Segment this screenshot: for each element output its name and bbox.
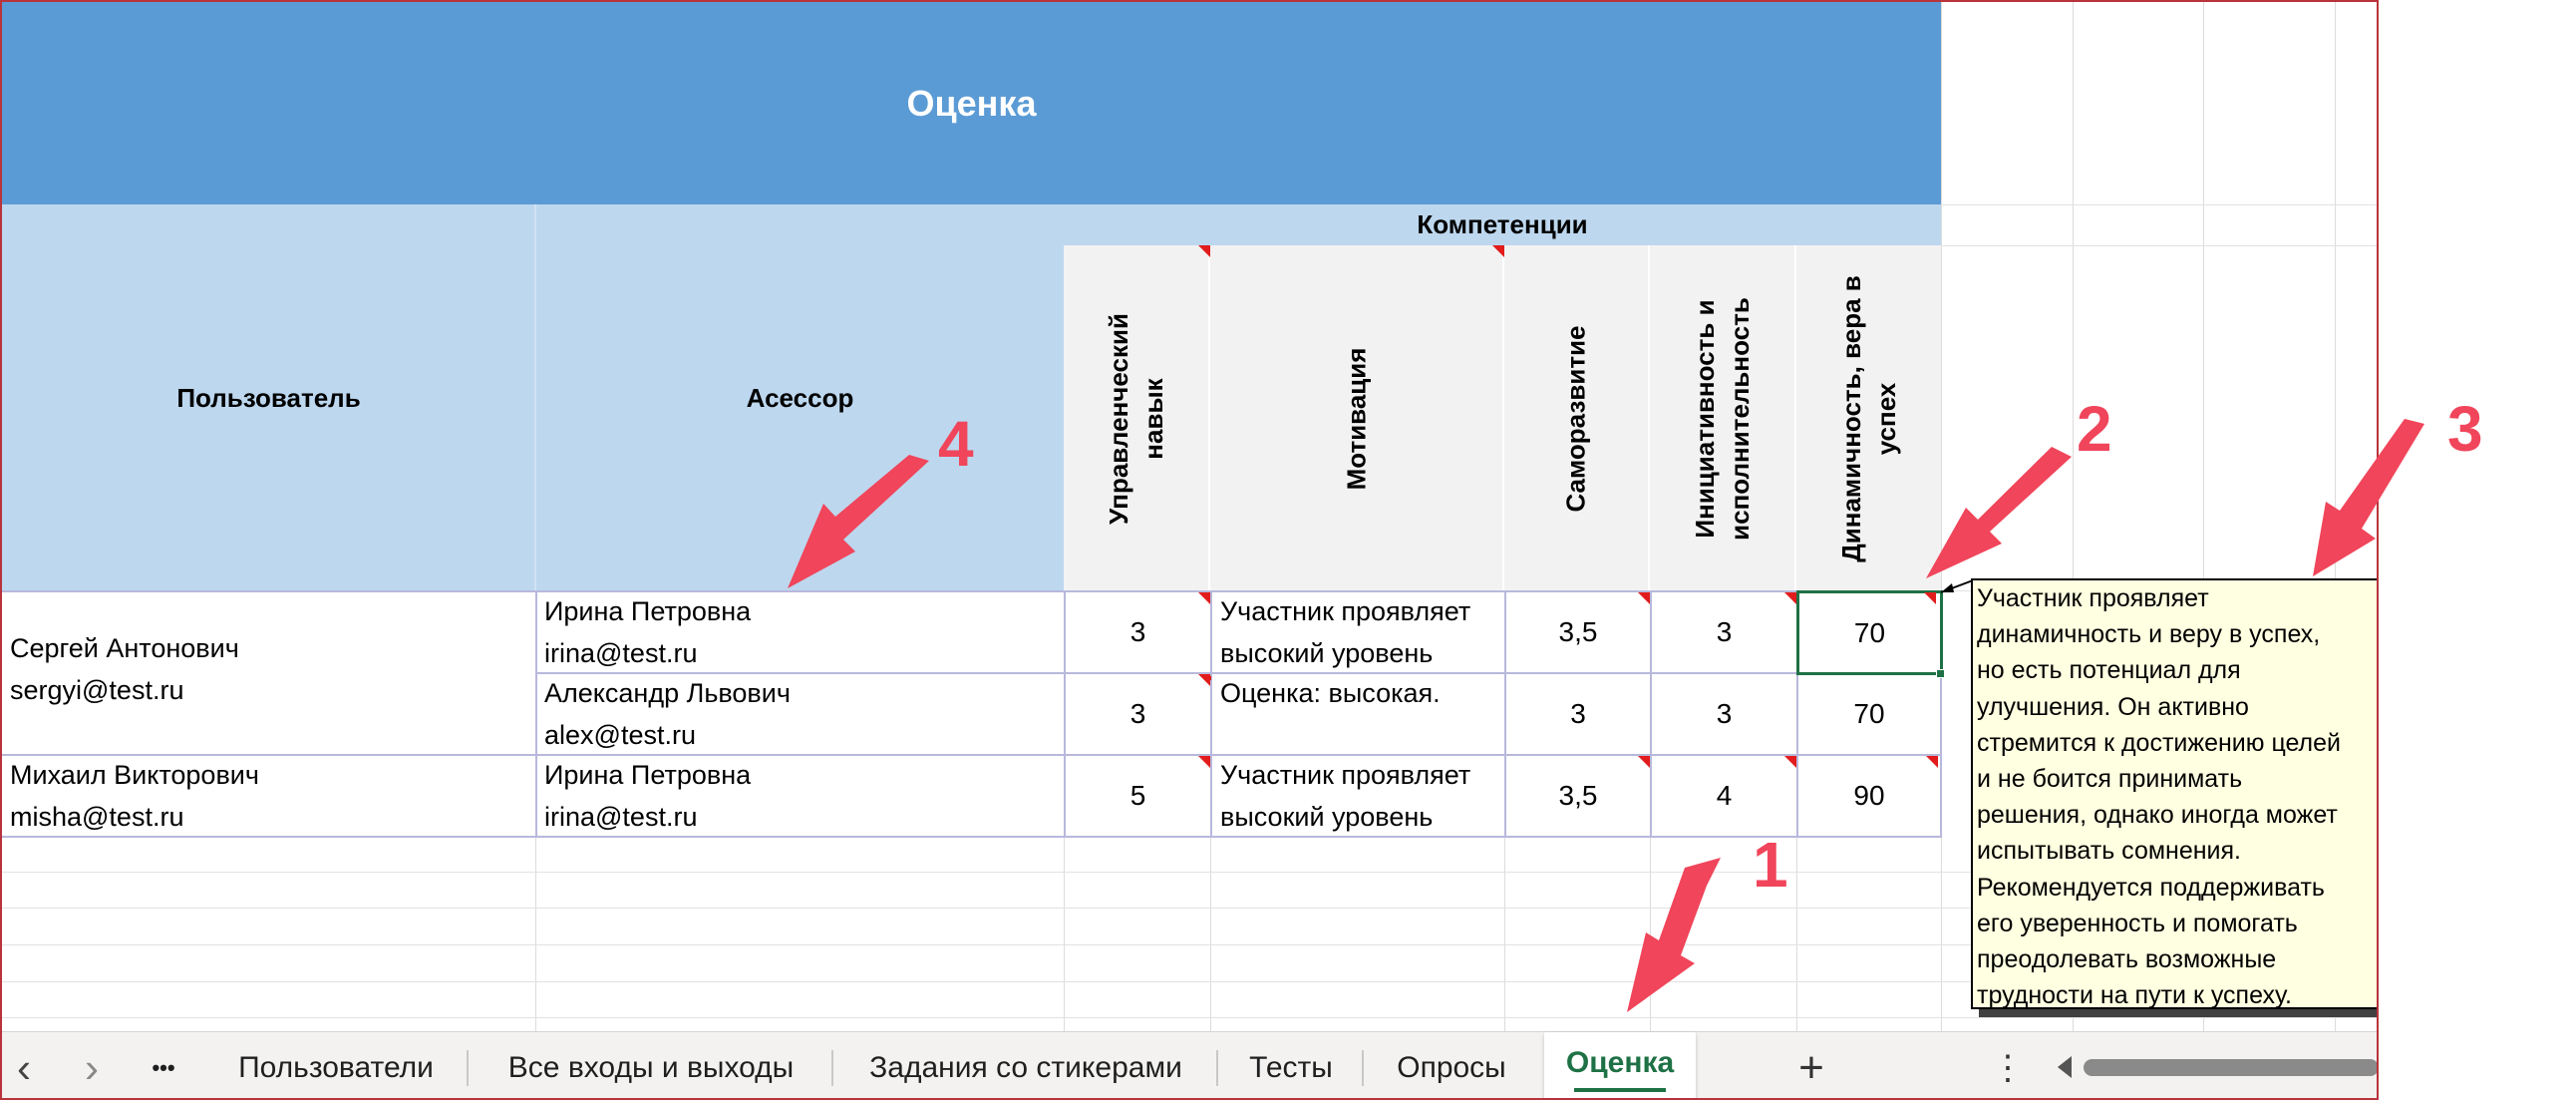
tab-logins[interactable]: Все входы и выходы	[507, 1050, 795, 1084]
management-score-cell[interactable]: 3	[1129, 698, 1146, 729]
add-sheet-icon[interactable]: +	[1798, 1042, 1824, 1092]
tab-tests[interactable]: Тесты	[1249, 1050, 1333, 1084]
header-assessor[interactable]: Асессор	[536, 204, 1064, 591]
assessor-email: irina@test.ru	[544, 638, 698, 668]
comment-line: Участник проявляет	[1977, 584, 2209, 612]
motivation-text: высокий уровень	[1220, 802, 1434, 832]
comment-line: но есть потенциал для	[1977, 656, 2241, 685]
comment-line: его уверенность и помогать	[1977, 909, 2298, 937]
sheet-title: Оценка	[2, 2, 1941, 204]
tab-users[interactable]: Пользователи	[238, 1050, 434, 1084]
header-initiative-label: Инициативность и исполнительность	[1689, 296, 1755, 541]
header-competencies[interactable]: Компетенции	[1064, 204, 1941, 245]
initiative-score-cell[interactable]: 3	[1716, 698, 1733, 729]
scroll-tabs-left-icon[interactable]: ‹	[17, 1043, 31, 1091]
assessor-name: Александр Львович	[544, 678, 791, 708]
assessor-email: alex@test.ru	[544, 720, 696, 750]
more-tabs-icon[interactable]: •••	[152, 1054, 175, 1080]
arrow-1	[1627, 858, 1721, 1012]
annotation-4: 4	[938, 408, 974, 480]
comment-line: и не боится принимать	[1977, 765, 2243, 794]
annotation-1: 1	[1753, 829, 1788, 901]
arrow-2	[1926, 447, 2072, 578]
comment-line: трудности на пути к успеху.	[1977, 981, 2292, 1010]
motivation-text: высокий уровень	[1220, 638, 1434, 668]
assessor-name: Ирина Петровна	[544, 596, 752, 626]
comment-line: решения, однако иногда может	[1977, 801, 2338, 830]
comment-line: стремится к достижению целей	[1977, 728, 2342, 757]
user-name: Сергей Антонович	[10, 633, 239, 663]
tab-surveys[interactable]: Опросы	[1397, 1050, 1506, 1084]
management-score-cell[interactable]: 3	[1129, 616, 1146, 647]
comment-line: динамичность и веру в успех,	[1977, 620, 2321, 649]
comment-line: преодолевать возможные	[1977, 945, 2277, 974]
comment-line: испытывать сомнения.	[1977, 837, 2242, 866]
annotation-2: 2	[2077, 393, 2112, 465]
scroll-tabs-right-icon[interactable]: ›	[85, 1043, 99, 1091]
header-motivation-label: Мотивация	[1340, 347, 1371, 490]
user-email: misha@test.ru	[10, 802, 184, 832]
motivation-text: Оценка: высокая.	[1220, 678, 1441, 708]
self-development-score-cell[interactable]: 3,5	[1558, 616, 1598, 647]
user-email: sergyi@test.ru	[10, 675, 184, 705]
dynamism-score-cell[interactable]: 90	[1853, 780, 1885, 811]
tab-options-icon[interactable]: ⋮	[1991, 1048, 2025, 1087]
self-development-score-cell[interactable]: 3,5	[1558, 780, 1598, 811]
header-management-skill-label: Управленческий навык	[1103, 312, 1168, 525]
assessor-email: irina@test.ru	[544, 802, 698, 832]
tab-sticker-tasks[interactable]: Задания со стикерами	[869, 1050, 1182, 1084]
user-name: Михаил Викторович	[10, 760, 259, 790]
header-self-development-label: Саморазвитие	[1560, 324, 1591, 513]
management-score-cell[interactable]: 5	[1129, 780, 1146, 811]
arrow-3	[2313, 419, 2424, 576]
annotation-3: 3	[2447, 393, 2483, 465]
dynamism-score-cell-selected[interactable]: 70	[1796, 590, 1943, 675]
dynamism-score-cell[interactable]: 70	[1853, 698, 1885, 729]
self-development-score-cell[interactable]: 3	[1570, 698, 1586, 729]
assessor-name: Ирина Петровна	[544, 760, 752, 790]
arrow-4	[788, 455, 929, 588]
initiative-score-cell[interactable]: 4	[1716, 780, 1733, 811]
comment-line: улучшения. Он активно	[1977, 692, 2249, 721]
header-dynamism-label: Динамичность, вера в успех	[1835, 274, 1901, 562]
tab-assessment-label: Оценка	[1565, 1046, 1675, 1079]
initiative-score-cell[interactable]: 3	[1716, 616, 1733, 647]
motivation-text: Участник проявляет	[1220, 596, 1471, 626]
header-user[interactable]: Пользователь	[2, 204, 535, 591]
comment-line: Рекомендуется поддерживать	[1977, 873, 2325, 902]
motivation-text: Участник проявляет	[1220, 760, 1471, 790]
